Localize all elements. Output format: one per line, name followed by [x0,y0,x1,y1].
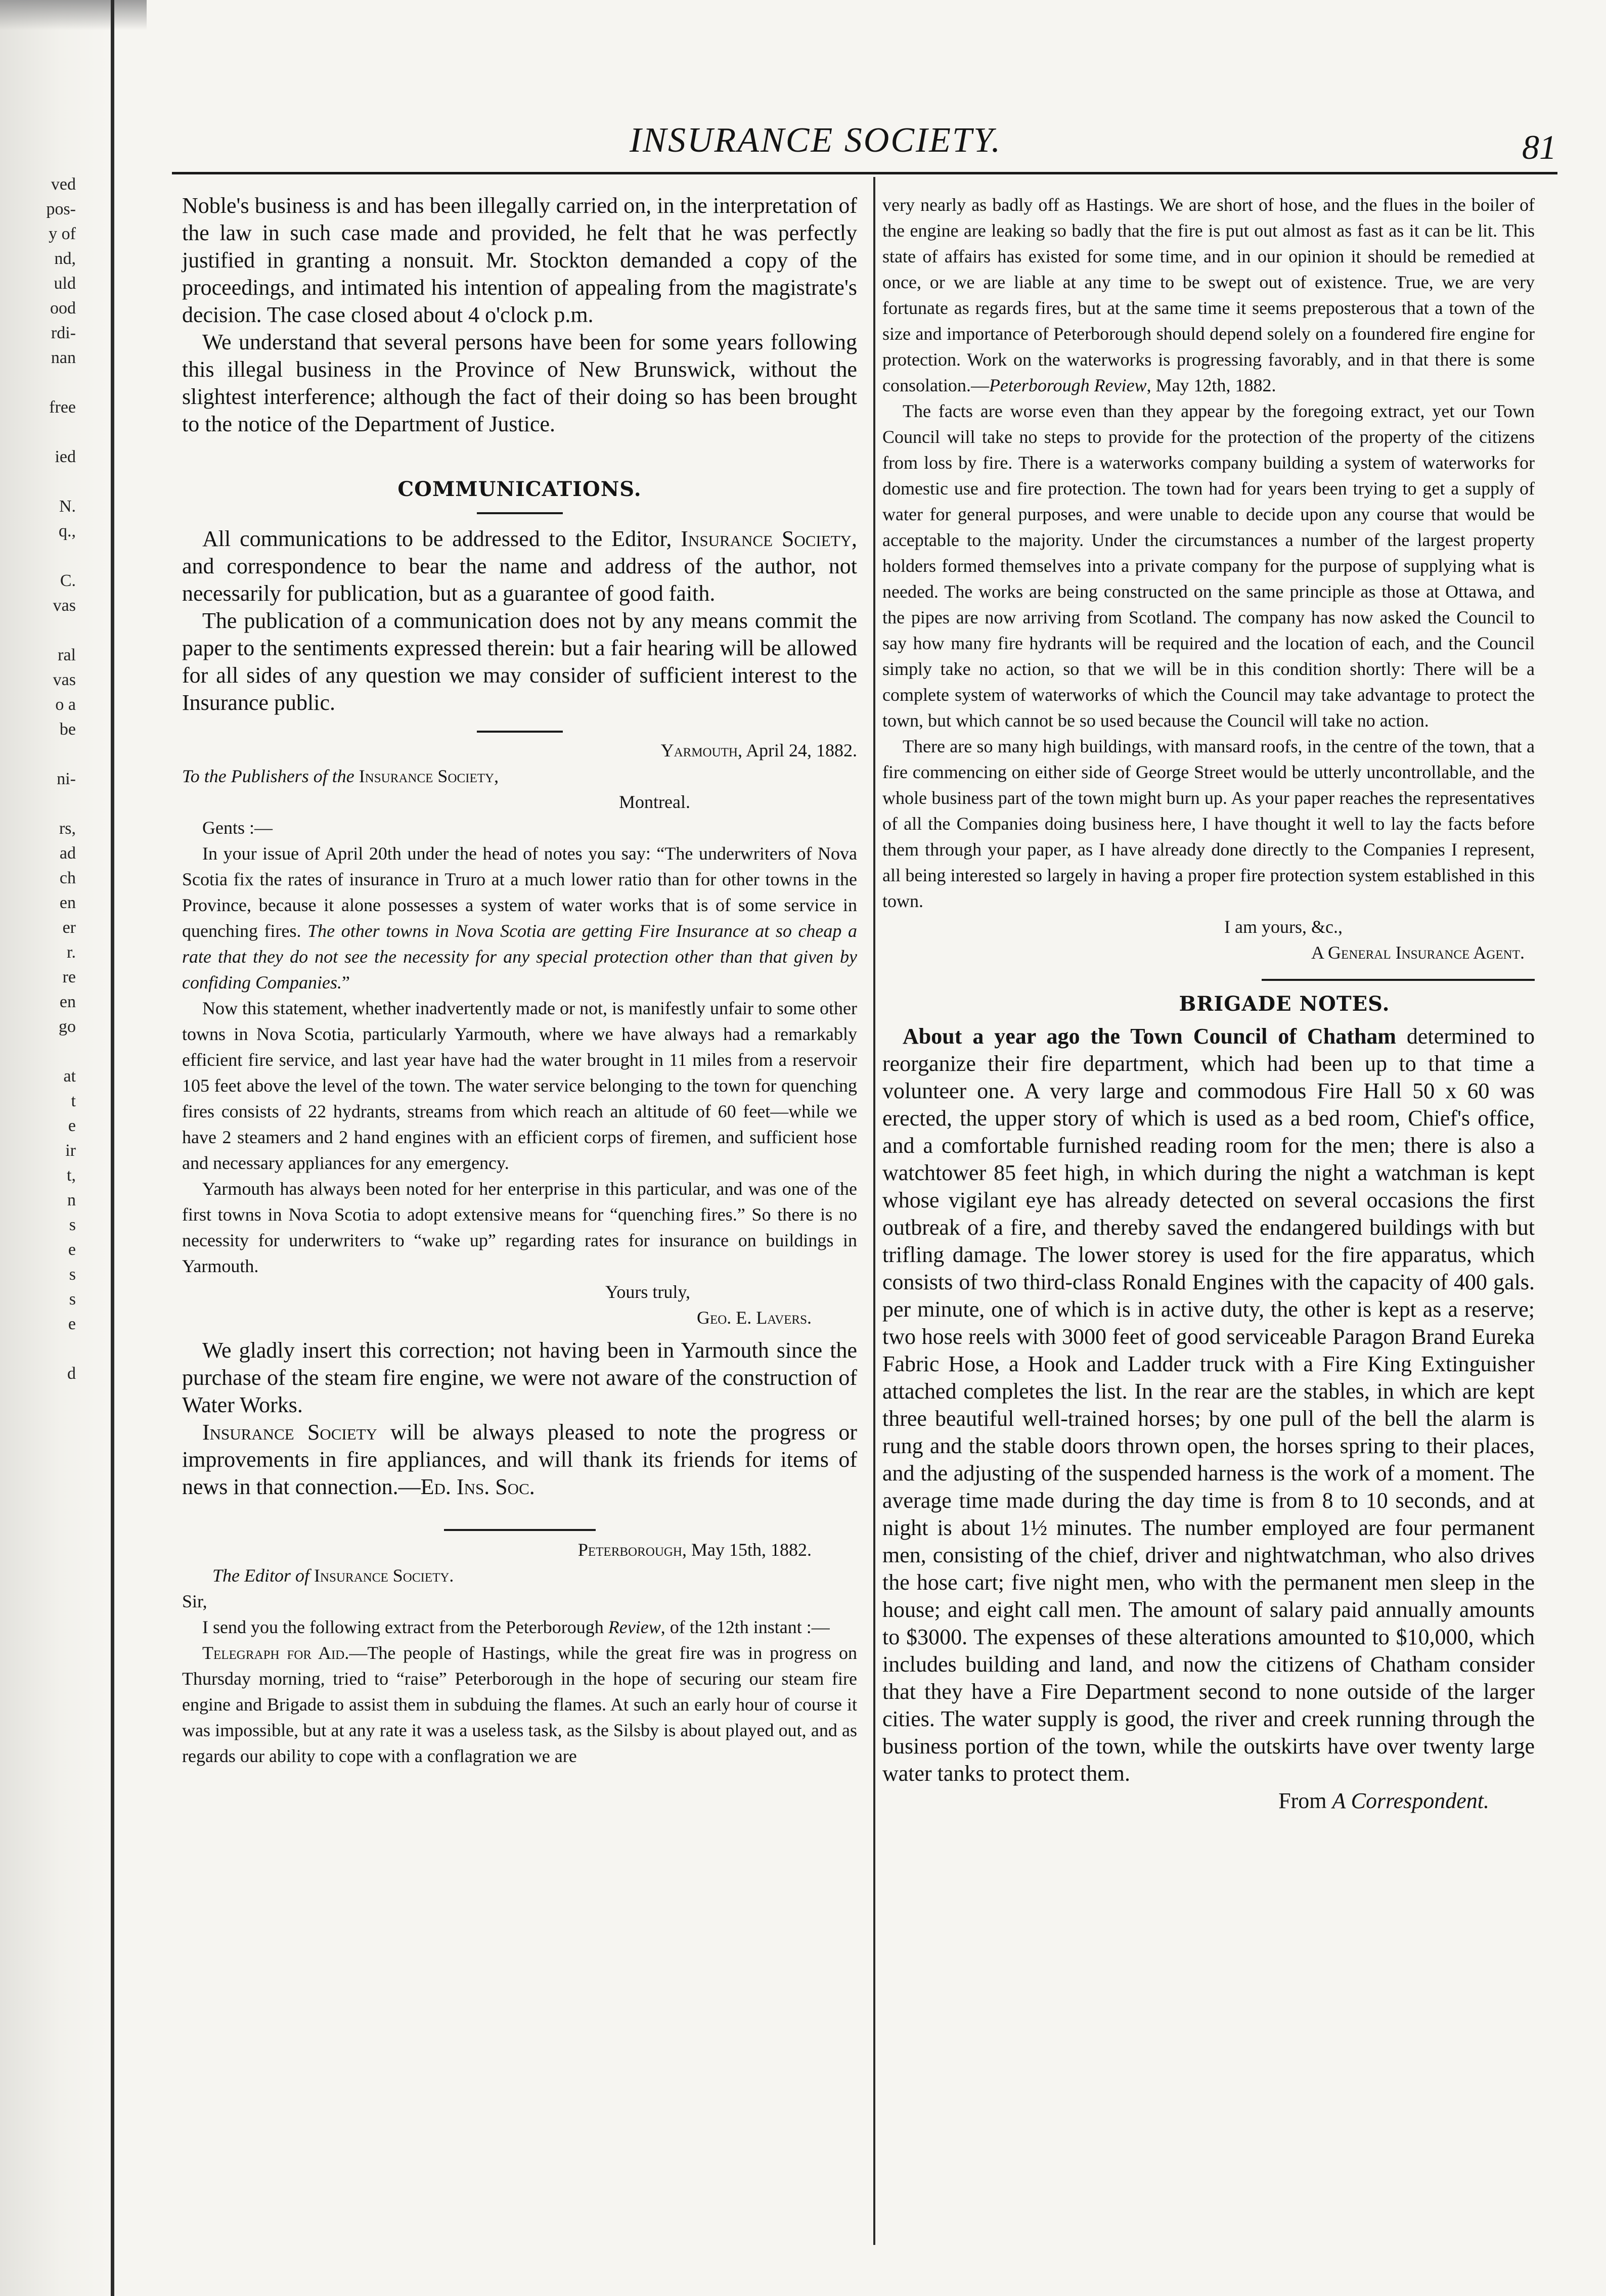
editorial-notice: All communications to be addressed to the Editor, Insurance Society, and correspondence to bear the name and address of the author, not necessarily for publication, but as a guarantee of good faith. [182,526,857,606]
adjacent-fragment-line: nd, [54,249,76,268]
adjacent-fragment-line: o a [55,695,76,714]
letter-paragraph: There are so many high buildings, with mansard roofs, in the centre of the town, that a fire commencing on either side of George Street would be utterly uncontrollable, and the whole business part of the town might burn up. As your paper reaches the representatives of all the Companies doing business here, I have thought it well to lay the facts before them through your paper, as I have already done directly to the Companies I represent, all being interested so largely in having a proper fire protection system established in this town. [882,736,1535,911]
letter-closing: Yours truly, [605,1282,690,1302]
letter-paragraph: The facts are worse even than they appear by the foregoing extract, yet our Town Council will take no steps to provide for the protection of the property of the citizens from loss by fire. There is a waterworks company building a system of waterworks for domestic use and fire protection. The town had for years been trying to get a supply of water for general purposes, and were unable to decide upon any course that would be acceptable to the majority. Under the circumstances a number of the largest property holders formed themselves into a private company for the purpose of supplying what is needed. The works are being constructed on the same principle as those at Ottawa, and the pipes are now arriving from Scotland. The company has now asked the Council to say how many fire hydrants will be required and the location of each, and the Council simply take no action, so that we will be in this condition shortly: There will be a complete system of waterworks of which the Council may take advantage to protect the town, but which cannot be so used because the Council will take no action. [882,401,1535,731]
adjacent-fragment-line [0,618,76,643]
letter-dateline: Yarmouth, April 24, 1882. [660,740,857,760]
corner-shadow [0,0,147,30]
editor-note: We gladly insert this correction; not having been in Yarmouth since the purchase of the steam fire engine, we were not aware of the construction of Water Works. [182,1338,857,1417]
adjacent-fragment-line: e [68,1116,76,1135]
letter-paragraph: Now this statement, whether inadvertently made or not, is manifestly unfair to some other towns in Nova Scotia, particularly Yarmouth, where we have always had a remarkably efficient fire service, and last year have had the water brought in 11 miles from a reservoir 105 feet above the level of the town. The water service belonging to the town for quenching fires consists of 22 hydrants, streams from which reach an altitude of 60 feet—while we have 2 steamers and 2 hand engines with an efficient corps of firemen, and sufficient hose and necessary appliances for any emergency. [182,998,857,1173]
letter-closing: I am yours, &c., [1224,917,1343,937]
adjacent-fragment-line [0,420,76,444]
running-head: INSURANCE SOCIETY. [630,121,1002,160]
letter-paragraph: I send you the following extract from the Peterborough Review, of the 12th instant :— [202,1617,830,1637]
adjacent-fragment-line [0,1336,76,1361]
article-attribution: From A Correspondent. [1278,1788,1489,1813]
adjacent-fragment-line: go [59,1017,76,1036]
adjacent-fragment-line: re [62,968,76,986]
adjacent-fragment-line: t [71,1092,76,1110]
adjacent-fragment-line: vas [53,670,76,689]
adjacent-fragment-line: ood [50,299,76,318]
editor-note: Insurance Society will be always pleased to note the progress or improvements in fire appliances, and will thank its friends for items of news in that connection.—Ed. Ins. Soc. [182,1420,857,1499]
adjacent-fragment-line [0,544,76,568]
adjacent-fragment-line [0,742,76,767]
adjacent-fragment-line: be [59,720,76,739]
adjacent-fragment-line: q., [59,522,76,541]
letter-dateline: Peterborough, May 15th, 1882. [577,1540,812,1560]
adjacent-fragment-line: s [69,1265,76,1284]
letter-signature: A General Insurance Agent. [1311,942,1525,963]
adjacent-fragment-line: ved [51,175,76,194]
adjacent-fragment-line: n [67,1191,76,1209]
letter-addressee: To the Publishers of the Insurance Society, [182,766,499,786]
adjacent-fragment-line [0,469,76,494]
adjacent-fragment-line [0,791,76,816]
letter-salutation: Gents :— [202,818,273,838]
article-paragraph: We understand that several persons have been for some years following this illegal business in the Province of New Brunswick, without the slightest interference; although the fact of their doing so has been brought to the notice of the Department of Justice. [182,330,857,436]
adjacent-fragment-line: e [68,1240,76,1259]
adjacent-fragment-line: rs, [59,819,76,838]
letter-addressee: The Editor of Insurance Society. [212,1565,454,1586]
adjacent-fragment-line: r. [67,943,76,962]
adjacent-fragment-line [0,1386,76,1411]
adjacent-fragment-line: t, [67,1166,76,1185]
adjacent-fragment-line: rdi- [51,324,76,342]
adjacent-fragment-line: nan [51,348,76,367]
adjacent-fragment-line: C. [60,571,76,590]
page-spine [111,0,114,2296]
adjacent-fragment-line: s [69,1290,76,1309]
adjacent-fragment-line: ir [65,1141,76,1160]
letter-paragraph: In your issue of April 20th under the head of notes you say: “The underwriters of Nova Scotia fix the rates of insurance in Truro at a much lower ratio than for other towns in the Province, because it alone possesses a system of water works that is of some service in quenching fires. The other towns in Nova Scotia are getting Fire Insurance at so cheap a rate that they do not see the necessity for any special protection other than that given by confiding Companies.” [182,843,857,993]
adjacent-fragment-line: ral [58,646,76,664]
letter-paragraph: very nearly as badly off as Hastings. We are short of hose, and the flues in the boiler of the engine are leaking so badly that the fire is put out almost as fast as it can be lit. This state of affairs has existed for some time, and in our opinion it should be remedied at once, or we are liable at any time to be swept out of existence. True, we are very fortunate as regards fires, but at the same time it seems preposterous that a town of the size and importance of Peterborough should depend solely on a foundered fire engine for protection. Work on the waterworks is progressing favorably, and in that there is some consolation.—Peterborough Review, May 12th, 1882. [882,195,1535,395]
letter-city: Montreal. [619,792,690,812]
adjacent-fragment-line: ied [55,447,76,466]
adjacent-fragment-line: vas [53,596,76,615]
adjacent-fragment-line: d [67,1364,76,1383]
adjacent-fragment-line [0,1039,76,1064]
adjacent-fragment-line: ni- [57,770,76,788]
adjacent-fragment-line: at [63,1067,76,1086]
adjacent-fragment-line: uld [54,274,76,293]
adjacent-fragment-line: ad [59,844,76,863]
letter-paragraph: Telegraph for Aid.—The people of Hastings, while the great fire was in progress on Thursday morning, tried to “raise” Peterborough in the hope of securing our steam fire engine and Brigade to assist them in subduing the flames. At such an early hour of course it was impossible, but at any rate it was a useless task, as the Silsby is about played out, and as regards our ability to cope with a conflagration we are [182,1643,857,1766]
adjacent-fragment-line: en [59,893,76,912]
adjacent-page-fragment [0,172,76,1411]
section-heading-communications: COMMUNICATIONS. [397,477,642,501]
column-rule [873,177,875,2245]
section-heading-brigade-notes: BRIGADE NOTES. [1179,992,1390,1016]
page-number: 81 [1522,128,1556,166]
right-column [882,192,1535,1815]
article-paragraph: Noble's business is and has been illegally carried on, in the interpretation of the law in such case made and provided, he felt that he was perfectly justified in granting a nonsuit. Mr. Stockton demanded a copy of the proceedings, and intimated his intention of appealing from the magistrate's decision. The case closed about 4 o'clock p.m. [182,193,857,327]
left-column [182,192,857,1769]
adjacent-fragment-line: er [62,918,76,937]
header-rule [172,172,1557,174]
adjacent-fragment-line: free [49,398,76,417]
letter-signature: Geo. E. Lavers. [696,1308,812,1328]
adjacent-fragment-line: y of [49,224,76,243]
adjacent-fragment-line: e [68,1315,76,1333]
adjacent-fragment-line: en [59,993,76,1011]
article-paragraph: About a year ago the Town Council of Chatham determined to reorganize their fire department, which had been up to that time a volunteer one. A very large and commodous Fire Hall 50 x 60 was erected, the upper story of which is used as a bed room, Chief's office, and a comfortable furnished reading room for the men; there is also a watchtower 85 feet high, in which during the night a watchman is kept whose vigilant eye has already detected on several occasions the first outbreak of a fire, and thereby saved the endangered buildings with but trifling damage. The lower storey is used for the fire apparatus, which consists of two third-class Ronald Engines with the capacity of 400 gals. per minute, one of which is in active duty, the other is kept as a reserve; two hose reels with 3000 feet of good serviceable Paragon Brand Eureka Fabric Hose, a Hook and Ladder truck with a Fire King Extinguisher attached completes the list. In the rear are the stables, in which are kept three beautiful well-trained horses; by one pull of the bell the alarm is rung and the stable doors thrown open, the horses spring to their places, and the adjusting of the suspended harness is the work of a moment. The average time made during the day time is from 8 to 10 seconds, and at night is about 1½ minutes. The number employed are four permanent men, consisting of the chief, driver and nightwatchman, who also drives the hose cart; five night men, who with the permanent men sleep in the house; and eight call men. The amount of salary paid annually amounts to $3000. The expenses of these alterations amounted to $10,000, which includes building and land, and now the citizens of Chatham consider that they have a Fire Department second to none outside of the larger cities. The water supply is good, the river and creek running through the business portion of the town, while the outskirts have over twenty large water tanks to protect them. [882,1024,1535,1786]
letter-paragraph: Yarmouth has always been noted for her enterprise in this particular, and was one of the first towns in Nova Scotia to adopt extensive means for “quenching fires.” So there is no necessity for underwriters to “wake up” regarding rates for insurance on buildings in Yarmouth. [182,1179,857,1276]
adjacent-fragment-line [0,370,76,395]
editorial-notice: The publication of a communication does not by any means commit the paper to the sentiments expressed therein: but a fair hearing will be allowed for all sides of any question we may consider of sufficient interest to the Insurance public. [182,608,857,715]
adjacent-fragment-line: ch [59,869,76,887]
letter-salutation: Sir, [182,1591,207,1611]
adjacent-fragment-line: pos- [46,200,76,218]
adjacent-fragment-line: N. [59,497,76,516]
adjacent-fragment-line: s [69,1215,76,1234]
